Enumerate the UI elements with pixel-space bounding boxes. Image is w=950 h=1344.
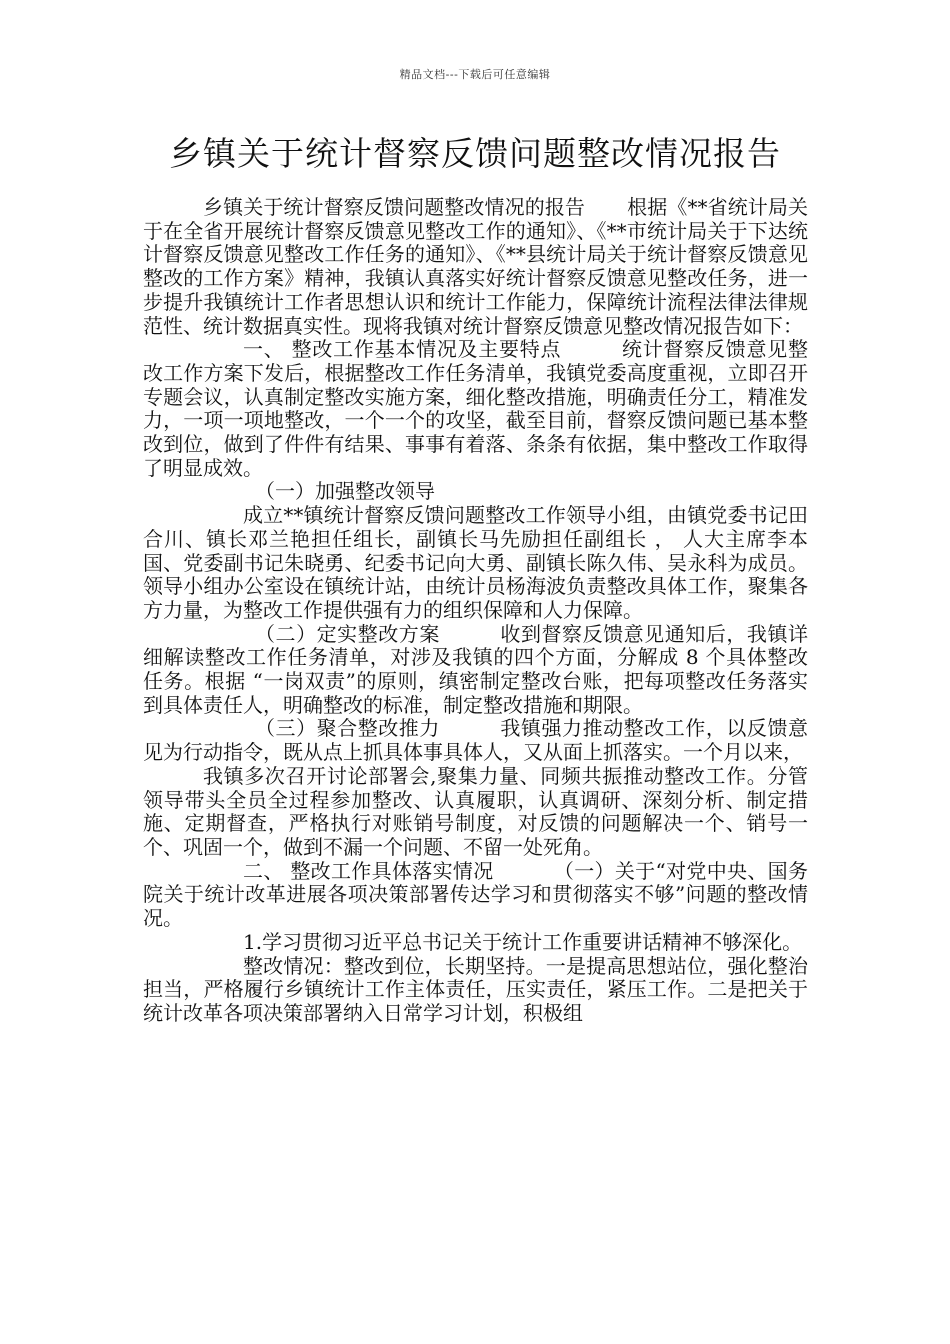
subsection-2-text: 收到督察反馈意见通知后，我镇详细解读整改工作任务清单，对涉及我镇的四个方面，分解成 8 个具体整改任务。根据 “一岗双责”的原则，缜密制定整改台账，把每项整改任务落实到具体责任人，明确整改的标准，制定整改措施和期限。 — [143, 621, 808, 717]
intro-subtitle: 乡镇关于统计督察反馈问题整改情况的报告 — [203, 195, 586, 219]
subsection-3-heading: （三）聚合整改推力 — [255, 716, 440, 741]
subsection-1-text: 成立**镇统计督察反馈问题整改工作领导小组，由镇党委书记田合川、镇长邓兰艳担任组长，副镇长马先励担任副组长 ， 人大主席李本国、党委副书记朱晓勇、纪委书记向大勇、副镇长陈久伟、吴永科为成员。领导小组办公室设在镇统计站，由统计员杨海波负责整改具体工作，聚集各方力量，为整改工作提供强有力的组织保障和人力保障。 — [143, 503, 808, 622]
item-1-text: 整改情况：整改到位，长期坚持。一是提高思想站位，强化整治担当，严格履行乡镇统计工作主体责任，压实责任，紧压工作。二是把关于统计改革各项决策部署纳入日常学习计划，积极组 — [143, 953, 808, 1025]
document-title: 乡镇关于统计督察反馈问题整改情况报告 — [169, 134, 781, 173]
intro-paragraph — [143, 196, 808, 338]
section-1-text: 统计督察反馈意见整改工作方案下发后，根据整改工作任务清单，我镇党委高度重视，立即召开专题会议，认真制定整改实施方案，细化整改措施，明确责任分工，精准发力，一项一项地整改，一个一个的攻坚，截至目前，督察反馈问题已基本整改到位，做到了件件有结果、事事有着落、条条有依据，集中整改工作取得了明显成效。 — [143, 337, 809, 480]
continuation-paragraph: 我镇多次召开讨论部署会,聚集力量、同频共振推动整改工作。分管领导带头全员全过程参加整改、认真履职，认真调研、深刻分析、制定措施、定期督查，严格执行对账销号制度，对反馈的问题解决一个、销号一个、巩固一个，做到不漏一个问题、不留一处死角。 — [143, 763, 808, 859]
intro-text: 根据《**省统计局关于在全省开展统计督察反馈意见整改工作的通知》、《**市统计局关于下达统计督察反馈意见整改工作任务的通知》、《**县统计局关于统计督察反馈意见整改的工作方案》精神，我镇认真落实好统计督察反馈意见整改任务，进一步提升我镇统计工作者思想认识和统计工作能力，保障统计流程法律法律规范性、统计数据真实性。现将我镇对统计督察反馈意见整改情况报告如下： — [143, 195, 809, 338]
section-2-heading: 二、 整改工作具体落实情况 — [243, 858, 494, 883]
section-1-paragraph — [143, 338, 808, 480]
subsection-2-heading: （二）定实整改方案 — [255, 621, 440, 646]
item-1-heading: 1.学习贯彻习近平总书记关于统计工作重要讲话精神不够深化。 — [243, 929, 803, 954]
section-1-heading: 一、 整改工作基本情况及主要特点 — [243, 337, 562, 362]
section-2-paragraph — [143, 860, 808, 931]
subsection-3-text: 我镇强力推动整改工作，以反馈意见为行动指令，既从点上抓具体事具体人，又从面上抓落实。一个月以来， — [143, 716, 808, 765]
subsection-1-heading: （一）加强整改领导 — [255, 479, 435, 504]
header-note: 精品文档---下载后可任意编辑 — [399, 68, 551, 81]
document-body — [143, 196, 808, 1026]
subsection-3-paragraph — [143, 717, 808, 764]
section-2-text: （一）关于“对党中央、国务院关于统计改革进展各项决策部署传达学习和贯彻落实不够”问题的整改情况。 — [143, 858, 808, 931]
subsection-2-paragraph — [143, 623, 808, 718]
